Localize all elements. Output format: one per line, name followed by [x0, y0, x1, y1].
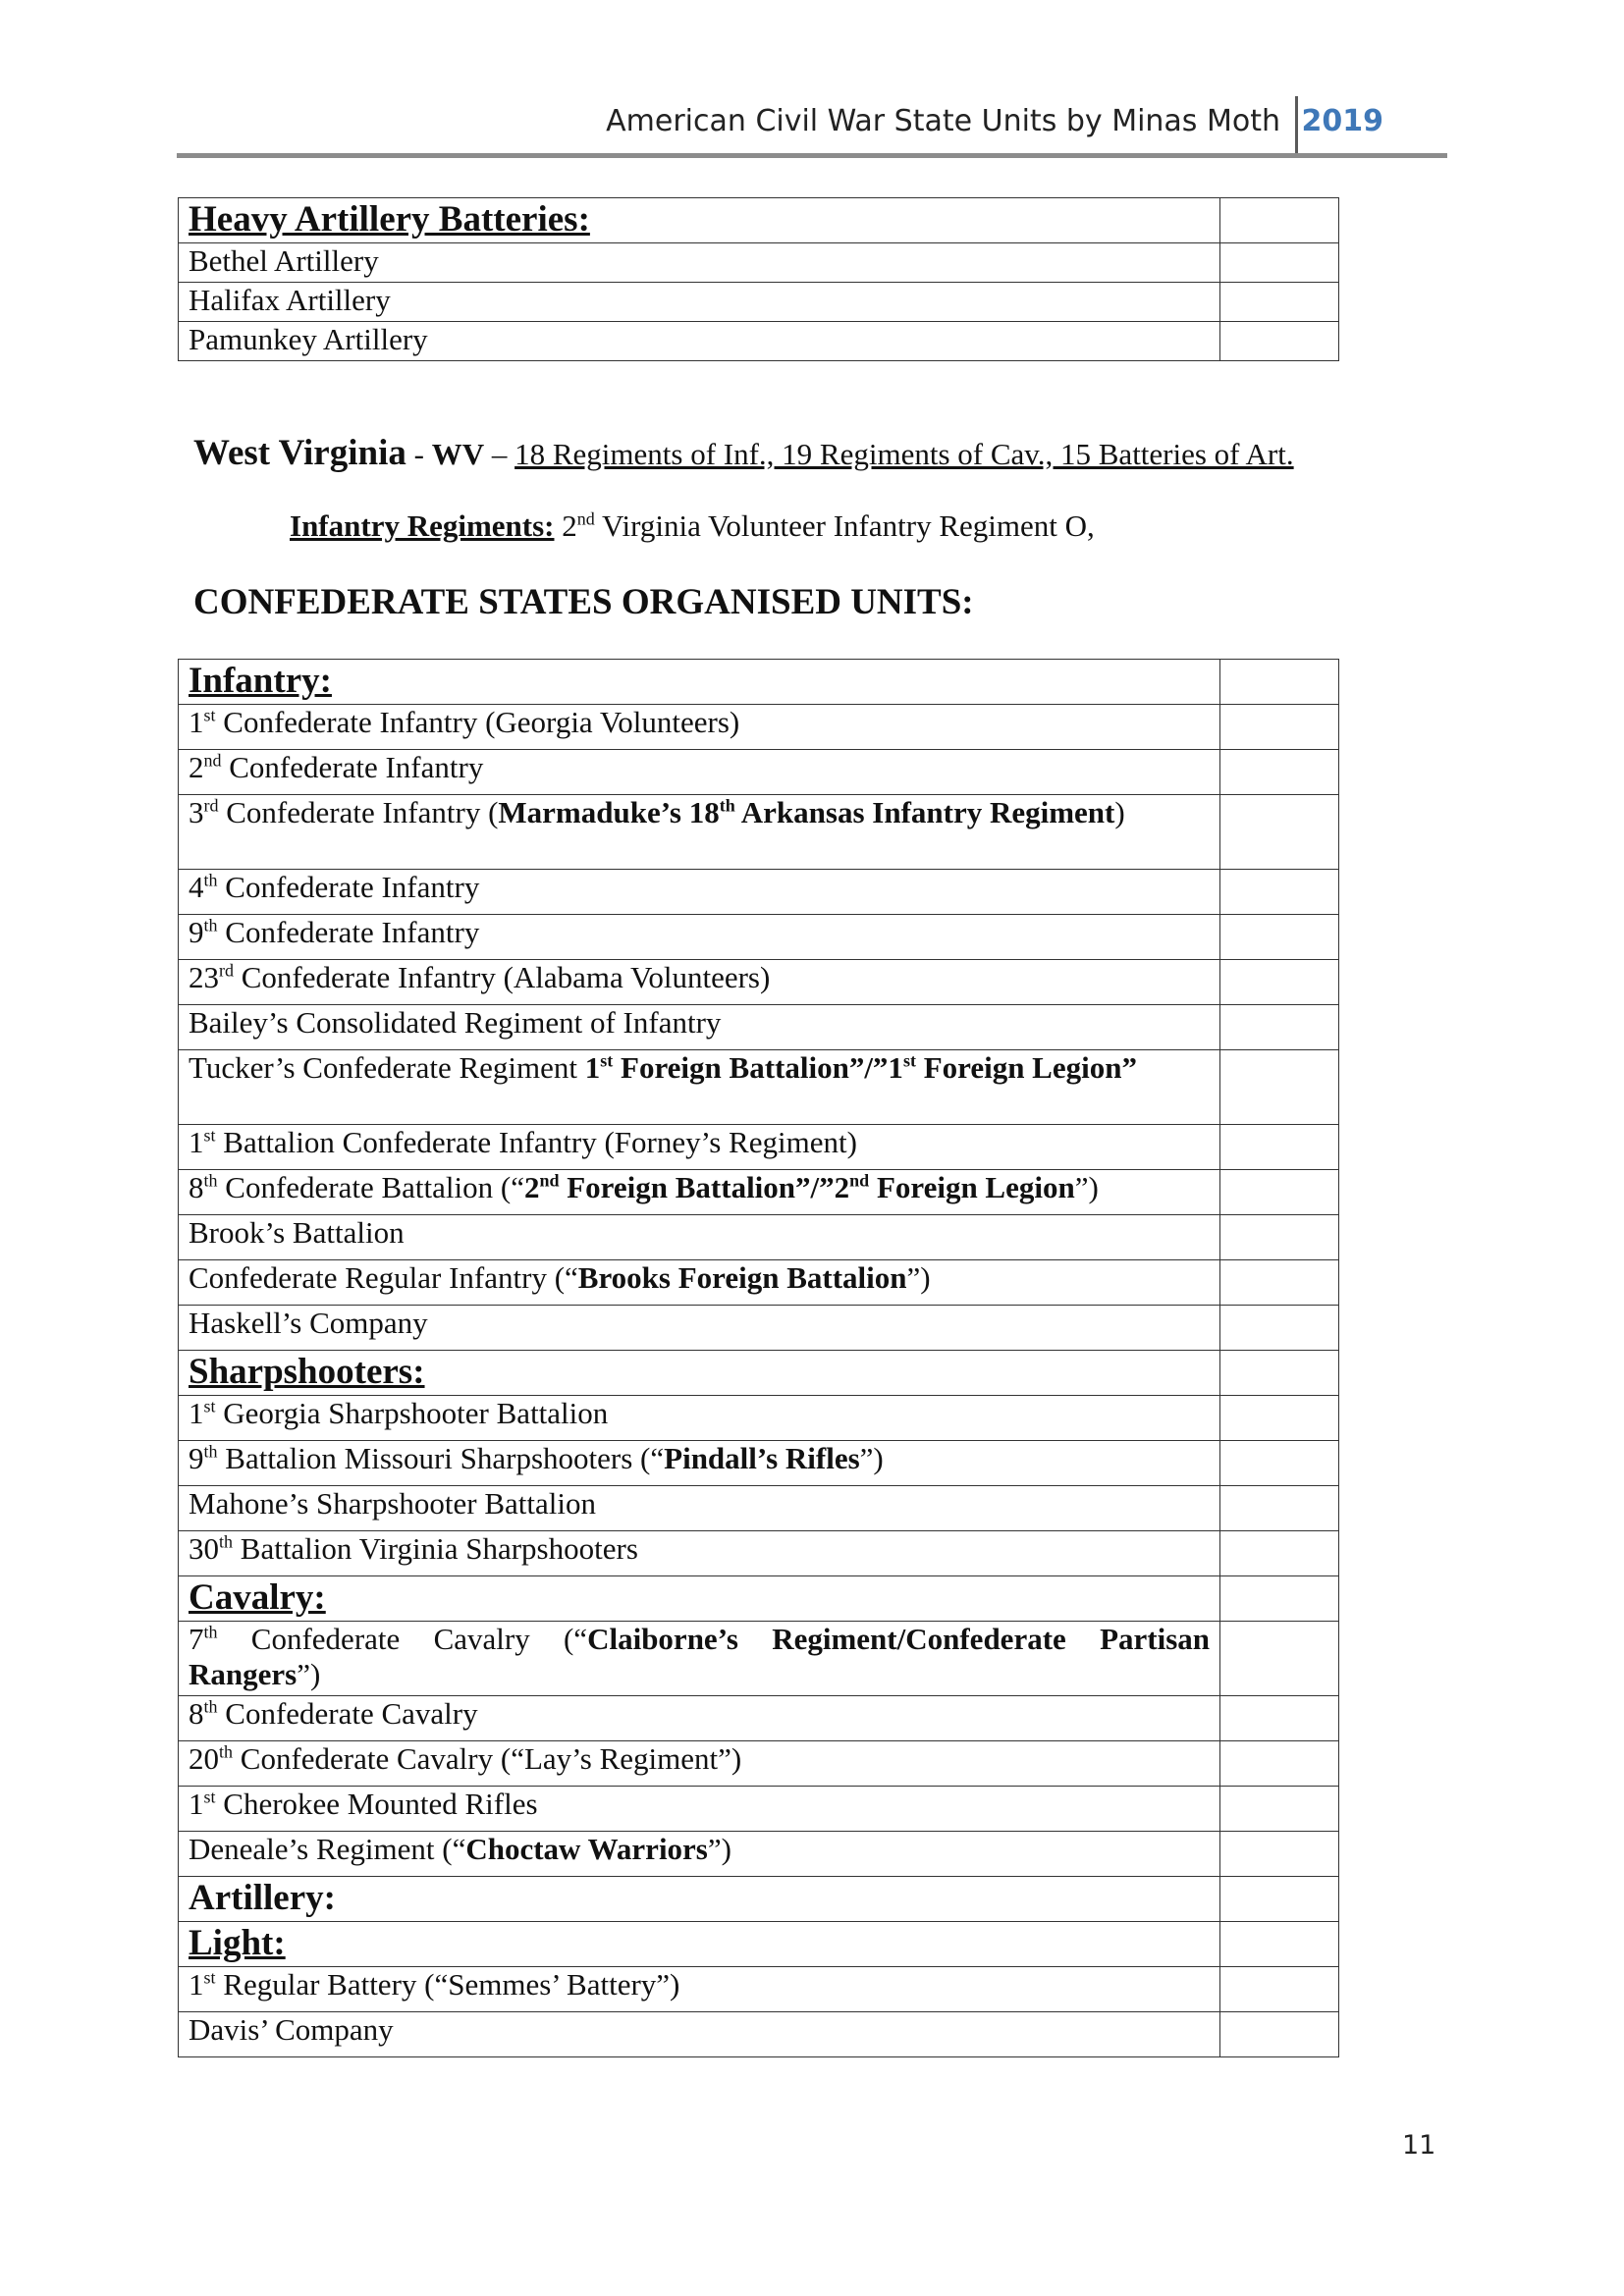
table-row — [179, 1696, 1339, 1741]
ordinal-number: 2 — [189, 750, 204, 784]
header-rule — [177, 153, 1447, 158]
unit-text: Confederate Cavalry (“ — [217, 1622, 588, 1656]
table-row — [179, 1486, 1339, 1531]
checkbox-cell[interactable] — [1220, 1576, 1339, 1622]
ordinal-suffix: st — [600, 1050, 614, 1071]
checkbox-cell[interactable] — [1220, 1696, 1339, 1741]
ordinal-suffix: nd — [849, 1170, 870, 1191]
unit-alias: Foreign Legion” — [915, 1050, 1137, 1085]
table-row — [179, 870, 1339, 915]
page-number: 11 — [1402, 2130, 1436, 2161]
ordinal-number: 1 — [189, 705, 204, 739]
ordinal-suffix: st — [902, 1050, 916, 1071]
ordinal-suffix: st — [203, 1787, 216, 1807]
table-row — [179, 1622, 1339, 1696]
unit-text: Confederate Infantry — [217, 870, 480, 904]
unit-text: Confederate Infantry — [217, 915, 480, 949]
unit-text: ”) — [1074, 1170, 1099, 1204]
ordinal-number: 3 — [189, 795, 204, 829]
table-row — [179, 1877, 1339, 1922]
unit-name — [179, 705, 1220, 750]
unit-alias: Brooks Foreign Battalion — [577, 1260, 907, 1295]
checkbox-cell[interactable] — [1220, 705, 1339, 750]
unit-alias: 2 — [523, 1170, 540, 1204]
unit-name: Brook’s Battalion — [179, 1215, 1220, 1260]
unit-text: ”) — [707, 1832, 731, 1866]
ordinal-suffix: nd — [203, 750, 222, 771]
unit-name — [179, 915, 1220, 960]
ordinal-suffix: th — [203, 1696, 218, 1717]
separator: - — [406, 437, 432, 471]
table-row — [179, 1922, 1339, 1967]
section-heading: Heavy Artillery Batteries: — [189, 199, 590, 240]
checkbox-cell[interactable] — [1220, 1260, 1339, 1306]
ordinal-suffix: st — [203, 1125, 216, 1146]
ordinal-suffix: nd — [539, 1170, 560, 1191]
unit-name: Mahone’s Sharpshooter Battalion — [179, 1486, 1220, 1531]
unit-text: Tucker’s Confederate Regiment — [189, 1050, 585, 1085]
header-separator — [1295, 96, 1298, 153]
confederate-units-table — [178, 659, 1339, 2057]
checkbox-cell[interactable] — [1220, 915, 1339, 960]
checkbox-cell[interactable] — [1220, 870, 1339, 915]
unit-name — [179, 795, 1220, 870]
unit-name — [179, 1622, 1220, 1696]
checkbox-cell[interactable] — [1220, 750, 1339, 795]
unit-alias: Pindall’s Rifles — [664, 1441, 860, 1475]
unit-text: Confederate Cavalry (“Lay’s Regiment”) — [233, 1741, 742, 1776]
unit-name — [179, 1967, 1220, 2012]
unit-text: Georgia Sharpshooter Battalion — [215, 1396, 609, 1430]
ordinal-number: 1 — [189, 1396, 204, 1430]
unit-text: ”) — [859, 1441, 884, 1475]
unit-name — [179, 1741, 1220, 1787]
checkbox-cell[interactable] — [1220, 1396, 1339, 1441]
section-heading: Artillery: — [189, 1878, 336, 1918]
unit-alias: Foreign Battalion”/”1 — [613, 1050, 903, 1085]
table-row — [179, 198, 1339, 243]
ordinal-suffix: st — [203, 1967, 216, 1988]
checkbox-cell[interactable] — [1220, 1215, 1339, 1260]
infantry-text: Virginia Volunteer Infantry Regiment O, — [594, 508, 1095, 543]
ordinal-number: 1 — [189, 1787, 204, 1821]
checkbox-cell[interactable] — [1220, 1877, 1339, 1922]
table-row — [179, 1396, 1339, 1441]
checkbox-cell[interactable] — [1220, 1306, 1339, 1351]
checkbox-cell[interactable] — [1220, 960, 1339, 1005]
state-summary: 18 Regiments of Inf., 19 Regiments of Cav., 15 Batteries of Art. — [514, 437, 1294, 471]
checkbox-cell[interactable] — [1220, 1441, 1339, 1486]
unit-name — [179, 960, 1220, 1005]
ordinal-suffix: th — [219, 1741, 234, 1762]
unit-name — [179, 1787, 1220, 1832]
table-row — [179, 1050, 1339, 1125]
table-row — [179, 795, 1339, 870]
table-row — [179, 915, 1339, 960]
table-row — [179, 243, 1339, 283]
table-row — [179, 2012, 1339, 2057]
unit-text: ”) — [297, 1657, 321, 1691]
table-row — [179, 1306, 1339, 1351]
unit-alias: Choctaw Warriors — [465, 1832, 708, 1866]
unit-text: Confederate Infantry (Georgia Volunteers) — [215, 705, 740, 739]
ordinal-suffix: th — [719, 795, 735, 816]
checkbox-cell[interactable] — [1220, 1741, 1339, 1787]
unit-text: Battalion Confederate Infantry (Forney’s Regiment) — [215, 1125, 857, 1159]
unit-alias: 1 — [584, 1050, 601, 1085]
unit-name: Halifax Artillery — [179, 283, 1220, 322]
table-row — [179, 1787, 1339, 1832]
unit-text: ) — [1114, 795, 1125, 829]
ordinal-suffix: th — [203, 915, 218, 935]
unit-name — [179, 1050, 1220, 1125]
checkbox-cell[interactable] — [1220, 283, 1339, 322]
ordinal-number: 7 — [189, 1622, 204, 1656]
table-row — [179, 1005, 1339, 1050]
ordinal-suffix: th — [203, 1441, 218, 1462]
checkbox-cell[interactable] — [1220, 1050, 1339, 1125]
ordinal-number: 4 — [189, 870, 204, 904]
unit-alias: Claiborne’s Regiment/Confederate Partisan Rangers — [189, 1622, 1211, 1691]
unit-text: Confederate Infantry ( — [218, 795, 499, 829]
table-row — [179, 660, 1339, 705]
unit-name — [179, 870, 1220, 915]
table-row — [179, 1170, 1339, 1215]
unit-name: Pamunkey Artillery — [179, 322, 1220, 361]
unit-name: Haskell’s Company — [179, 1306, 1220, 1351]
section-heading: Cavalry: — [189, 1577, 326, 1618]
table-row — [179, 1441, 1339, 1486]
table-row — [179, 750, 1339, 795]
unit-name — [179, 1125, 1220, 1170]
checkbox-cell[interactable] — [1220, 1531, 1339, 1576]
ordinal-number: 8 — [189, 1170, 204, 1204]
unit-text: Regular Battery (“Semmes’ Battery”) — [215, 1967, 680, 2002]
unit-name: Bailey’s Consolidated Regiment of Infantry — [179, 1005, 1220, 1050]
table-row — [179, 1576, 1339, 1622]
checkbox-cell[interactable] — [1220, 660, 1339, 705]
ordinal-suffix: th — [203, 1622, 218, 1642]
checkbox-cell[interactable] — [1220, 1486, 1339, 1531]
header-year: 2019 — [1301, 104, 1383, 138]
ordinal-suffix: rd — [219, 960, 234, 981]
unit-alias: Foreign Legion — [869, 1170, 1075, 1204]
checkbox-cell[interactable] — [1220, 1787, 1339, 1832]
checkbox-cell[interactable] — [1220, 1622, 1339, 1696]
table-row — [179, 960, 1339, 1005]
checkbox-cell[interactable] — [1220, 1125, 1339, 1170]
checkbox-cell[interactable] — [1220, 1170, 1339, 1215]
confederate-heading: CONFEDERATE STATES ORGANISED UNITS: — [193, 582, 974, 622]
section-heading-cell — [179, 198, 1220, 243]
section-heading: Light: — [189, 1923, 286, 1963]
heavy-artillery-table — [178, 197, 1339, 361]
table-row — [179, 1260, 1339, 1306]
ordinal-number: 30 — [189, 1531, 219, 1566]
unit-name — [179, 1441, 1220, 1486]
unit-name — [179, 1832, 1220, 1877]
ordinal-number: 8 — [189, 1696, 204, 1731]
unit-name — [179, 1396, 1220, 1441]
section-heading-cell — [179, 1576, 1220, 1622]
ordinal-suffix: st — [203, 1396, 216, 1416]
unit-text: Confederate Cavalry — [217, 1696, 478, 1731]
checkbox-cell[interactable] — [1220, 198, 1339, 243]
unit-text: ”) — [906, 1260, 931, 1295]
ordinal-number: 9 — [189, 1441, 204, 1475]
unit-name — [179, 1170, 1220, 1215]
checkbox-cell[interactable] — [1220, 1922, 1339, 1967]
separator: – — [484, 437, 515, 471]
unit-text: Confederate Regular Infantry (“ — [189, 1260, 578, 1295]
west-virginia-line — [193, 432, 1294, 474]
table-row — [179, 1832, 1339, 1877]
ordinal-number: 20 — [189, 1741, 219, 1776]
unit-name — [179, 750, 1220, 795]
state-name: West Virginia — [193, 433, 406, 473]
header-title: American Civil War State Units by Minas Moth — [606, 104, 1280, 138]
table-row — [179, 1531, 1339, 1576]
unit-text: Confederate Infantry (Alabama Volunteers) — [234, 960, 771, 994]
checkbox-cell[interactable] — [1220, 795, 1339, 870]
ordinal-number: 1 — [189, 1125, 204, 1159]
section-heading-cell — [179, 1877, 1220, 1922]
unit-text: Battalion Virginia Sharpshooters — [233, 1531, 638, 1566]
checkbox-cell[interactable] — [1220, 2012, 1339, 2057]
ordinal-number: 23 — [189, 960, 219, 994]
page-header — [177, 96, 1447, 159]
checkbox-cell[interactable] — [1220, 322, 1339, 361]
unit-name — [179, 1260, 1220, 1306]
ordinal-number: 2 — [562, 508, 577, 543]
unit-text: Confederate Infantry — [221, 750, 484, 784]
unit-name: Bethel Artillery — [179, 243, 1220, 283]
ordinal-suffix: rd — [203, 795, 219, 816]
section-heading-cell — [179, 1922, 1220, 1967]
ordinal-suffix: th — [203, 1170, 218, 1191]
infantry-regiments-line — [290, 508, 1095, 544]
unit-text: Deneale’s Regiment (“ — [189, 1832, 466, 1866]
table-row — [179, 705, 1339, 750]
ordinal-suffix: nd — [576, 508, 595, 529]
unit-text: Confederate Battalion (“ — [217, 1170, 524, 1204]
section-heading-cell — [179, 660, 1220, 705]
table-row — [179, 1215, 1339, 1260]
checkbox-cell[interactable] — [1220, 1967, 1339, 2012]
unit-alias: Foreign Battalion”/”2 — [559, 1170, 850, 1204]
ordinal-number: 9 — [189, 915, 204, 949]
unit-text: Battalion Missouri Sharpshooters (“ — [217, 1441, 665, 1475]
checkbox-cell[interactable] — [1220, 1832, 1339, 1877]
ordinal-suffix: st — [203, 705, 216, 725]
table-row — [179, 1741, 1339, 1787]
unit-name — [179, 1531, 1220, 1576]
table-row — [179, 283, 1339, 322]
checkbox-cell[interactable] — [1220, 1005, 1339, 1050]
ordinal-suffix: th — [203, 870, 218, 890]
unit-name — [179, 1696, 1220, 1741]
table-row — [179, 322, 1339, 361]
table-row — [179, 1967, 1339, 2012]
unit-name: Davis’ Company — [179, 2012, 1220, 2057]
section-heading: Sharpshooters: — [189, 1352, 425, 1392]
checkbox-cell[interactable] — [1220, 243, 1339, 283]
ordinal-suffix: th — [219, 1531, 234, 1552]
ordinal-number: 1 — [189, 1967, 204, 2002]
checkbox-cell[interactable] — [1220, 1351, 1339, 1396]
table-row — [179, 1351, 1339, 1396]
table-row — [179, 1125, 1339, 1170]
unit-alias: Arkansas Infantry Regiment — [734, 795, 1115, 829]
unit-alias: Marmaduke’s 18 — [498, 795, 720, 829]
state-code: WV — [431, 437, 485, 471]
section-heading-cell — [179, 1351, 1220, 1396]
section-heading: Infantry: — [189, 661, 332, 701]
unit-text: Cherokee Mounted Rifles — [215, 1787, 538, 1821]
infantry-label: Infantry Regiments: — [290, 508, 555, 543]
